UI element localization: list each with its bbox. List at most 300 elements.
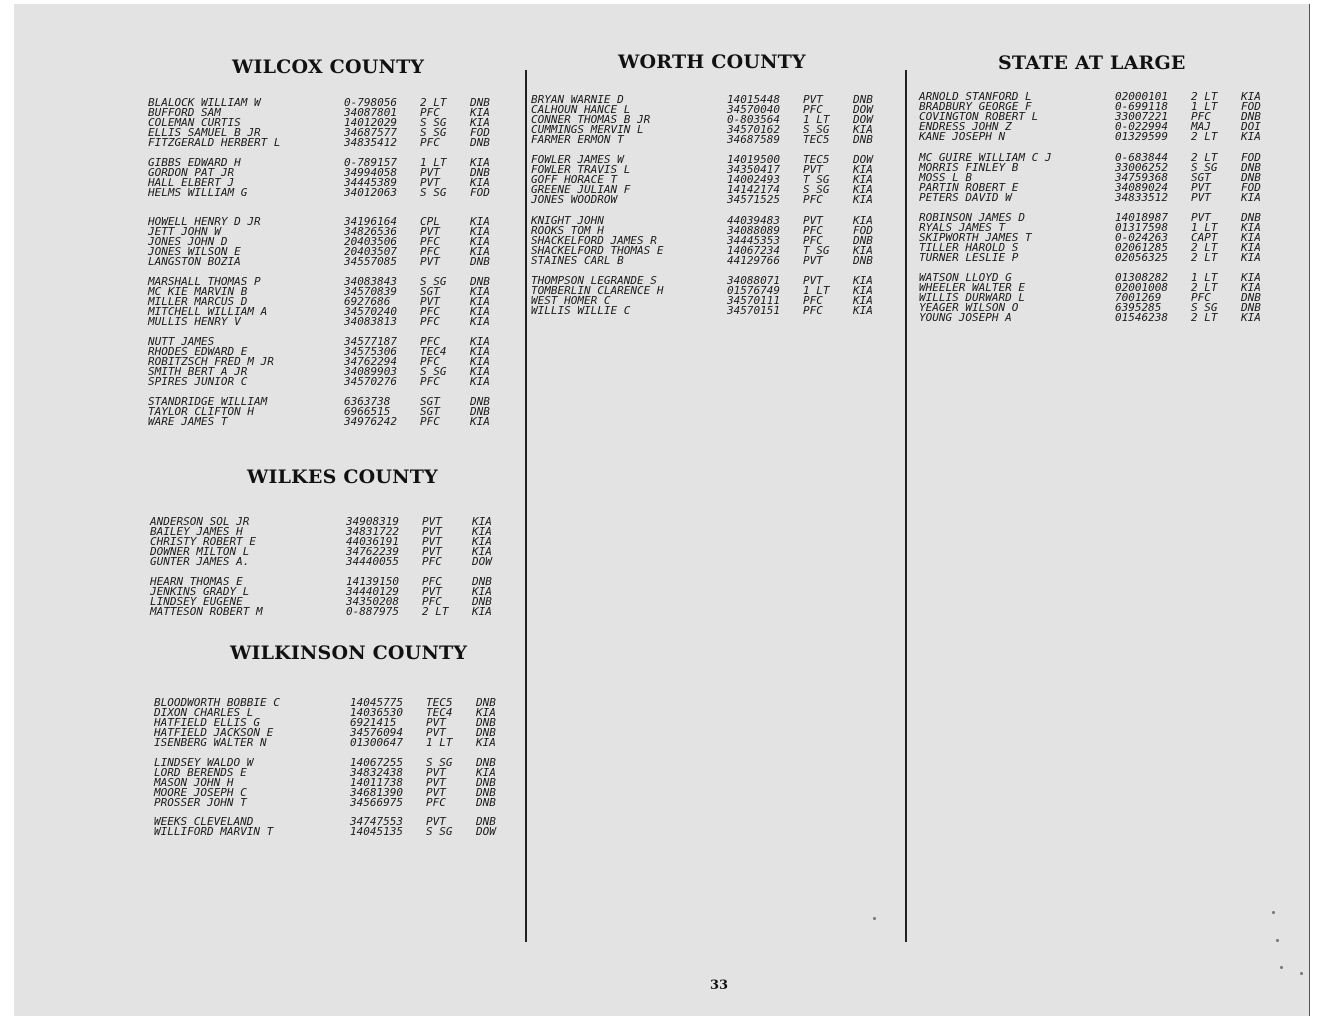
roster-serial: 34088071 [727,274,780,287]
roster-rank: 1 LT [426,736,453,749]
roster-rank: 2 LT [1191,151,1218,164]
roster-status: DNB [470,96,490,109]
roster-name: DIXON CHARLES L [154,706,254,719]
roster-row [531,135,891,145]
roster-status: KIA [470,215,490,228]
roster-serial: 34570839 [344,285,397,298]
roster-name: THOMPSON LEGRANDE S [531,274,657,287]
roster-rank: PVT [426,716,446,729]
roster-status: KIA [470,295,490,308]
roster-rank: SGT [1191,171,1211,184]
roster-serial: 34445389 [344,176,397,189]
wilkes-group-2 [150,577,510,617]
worth-group-3 [531,216,891,266]
roster-name: MOSS L B [919,171,972,184]
roster-rank: S SG [420,116,447,129]
roster-rank: PFC [1191,110,1211,123]
roster-status: DNB [470,255,490,268]
roster-status: DNB [476,776,496,789]
roster-name: CONNER THOMAS B JR [531,113,651,126]
roster-name: TURNER LESLIE P [919,251,1019,264]
roster-serial: 02061285 [1115,241,1168,254]
paper-speck [873,917,876,920]
roster-serial: 14067255 [350,756,403,769]
roster-serial: 20403506 [344,235,397,248]
roster-row [150,607,510,617]
roster-name: JETT JOHN W [148,225,221,238]
roster-name: GOFF HORACE T [531,173,618,186]
roster-name: LINDSEY WALDO W [154,756,254,769]
state-group-1 [919,92,1279,142]
roster-serial: 0-887975 [346,605,399,618]
roster-rank: SGT [420,405,440,418]
roster-serial: 34833512 [1115,191,1168,204]
roster-name: MOORE JOSEPH C [154,786,247,799]
roster-name: WEST HOMER C [531,294,611,307]
roster-rank: PVT [1191,211,1211,224]
roster-name: MITCHELL WILLIAM A [148,305,268,318]
roster-name: WEEKS CLEVELAND [154,815,254,828]
roster-serial: 6966515 [344,405,391,418]
roster-name: ROOKS TOM H [531,224,604,237]
roster-rank: TEC5 [803,153,830,166]
roster-name: ELLIS SAMUEL B JR [148,126,261,139]
roster-name: ARNOLD STANFORD L [919,90,1032,103]
roster-rank: PVT [426,726,446,739]
roster-rank: PVT [420,176,440,189]
roster-status: KIA [1241,231,1261,244]
roster-name: SHACKELFORD JAMES R [531,234,657,247]
roster-serial: 34994058 [344,166,397,179]
roster-rank: 2 LT [1191,130,1218,143]
roster-name: WILLIS DURWARD L [919,291,1025,304]
roster-name: JONES WILSON E [148,245,241,258]
roster-status: DNB [472,595,492,608]
roster-name: MC GUIRE WILLIAM C J [919,151,1052,164]
roster-status: KIA [470,305,490,318]
roster-status: KIA [1241,241,1261,254]
roster-status: KIA [472,545,492,558]
roster-status: KIA [476,706,496,719]
roster-status: KIA [470,156,490,169]
roster-rank: PFC [426,796,446,809]
roster-rank: PFC [420,355,440,368]
document-page [14,4,1310,1016]
roster-name: RYALS JAMES T [919,221,1006,234]
roster-name: TILLER HAROLD S [919,241,1019,254]
roster-name: GORDON PAT JR [148,166,235,179]
roster-rank: PVT [420,255,440,268]
roster-serial: 0-022994 [1115,120,1168,133]
roster-serial: 34571525 [727,193,780,206]
wilcox-group-2 [148,158,508,198]
roster-rank: PFC [803,304,823,317]
roster-name: STANDRIDGE WILLIAM [148,395,268,408]
roster-name: MC KIE MARVIN B [148,285,248,298]
roster-rank: PVT [1191,191,1211,204]
roster-name: MILLER MARCUS D [148,295,248,308]
wilkes-group-1 [150,517,510,567]
roster-rank: PVT [422,535,442,548]
roster-status: FOD [470,186,490,199]
roster-serial: 34687577 [344,126,397,139]
wilcox-group-5 [148,337,508,387]
roster-status: DNB [476,786,496,799]
roster-serial: 34747553 [350,815,403,828]
roster-row [148,257,508,267]
roster-status: KIA [470,235,490,248]
roster-status: FOD [853,224,873,237]
roster-name: BLOODWORTH BOBBIE C [154,696,280,709]
roster-serial: 7001269 [1115,291,1162,304]
paper-speck [1272,911,1275,914]
roster-status: KIA [472,525,492,538]
section-title-state-at-large: STATE AT LARGE [998,52,1186,74]
state-group-3 [919,213,1279,263]
roster-name: HEARN THOMAS E [150,575,243,588]
roster-serial: 34445353 [727,234,780,247]
roster-name: YEAGER WILSON O [919,301,1019,314]
roster-row [919,193,1279,203]
roster-status: KIA [1241,271,1261,284]
worth-group-2 [531,155,891,205]
roster-status: KIA [1241,311,1261,324]
state-group-4 [919,273,1279,323]
roster-status: KIA [470,335,490,348]
roster-serial: 34089024 [1115,181,1168,194]
roster-name: MATTESON ROBERT M [150,605,263,618]
roster-row [148,417,508,427]
roster-serial: 34440055 [346,555,399,568]
roster-name: JONES WOODROW [531,193,618,206]
roster-rank: PFC [422,575,442,588]
roster-serial: 01300647 [350,736,403,749]
roster-row [531,306,891,316]
roster-name: WILLIFORD MARVIN T [154,825,274,838]
roster-rank: S SG [420,186,447,199]
roster-status: DOW [853,113,873,126]
roster-status: DNB [470,395,490,408]
roster-serial: 33007221 [1115,110,1168,123]
roster-serial: 34976242 [344,415,397,428]
roster-status: DNB [476,726,496,739]
roster-name: LINDSEY EUGENE [150,595,243,608]
roster-status: DNB [470,405,490,418]
wilkinson-group-2 [154,758,514,808]
state-group-2 [919,153,1279,203]
roster-serial: 34350208 [346,595,399,608]
roster-name: TAYLOR CLIFTON H [148,405,254,418]
roster-rank: PVT [420,166,440,179]
roster-row [919,132,1279,142]
roster-status: DNB [853,234,873,247]
roster-serial: 34566975 [350,796,403,809]
roster-serial: 01329599 [1115,130,1168,143]
roster-serial: 0-789157 [344,156,397,169]
roster-status: DNB [1241,171,1261,184]
roster-name: MARSHALL THOMAS P [148,275,261,288]
roster-serial: 34012063 [344,186,397,199]
worth-group-4 [531,276,891,316]
roster-status: DNB [1241,161,1261,174]
roster-status: KIA [1241,90,1261,103]
paper-speck [1300,972,1303,975]
roster-serial: 34570040 [727,103,780,116]
roster-name: SKIPWORTH JAMES T [919,231,1032,244]
roster-row [919,313,1279,323]
roster-status: KIA [470,345,490,358]
roster-row [919,253,1279,263]
roster-serial: 34087801 [344,106,397,119]
roster-name: YOUNG JOSEPH A [919,311,1012,324]
wilcox-group-1 [148,98,508,148]
page-number: 33 [710,978,729,993]
wilcox-group-3 [148,217,508,267]
roster-status: DNB [470,136,490,149]
wilkinson-group-3 [154,817,514,837]
roster-serial: 34835412 [344,136,397,149]
roster-name: HATFIELD ELLIS G [154,716,260,729]
roster-status: KIA [476,766,496,779]
roster-status: KIA [470,225,490,238]
roster-status: KIA [470,365,490,378]
roster-name: HELMS WILLIAM G [148,186,248,199]
roster-status: KIA [853,163,873,176]
roster-rank: 2 LT [422,605,449,618]
roster-rank: SGT [420,285,440,298]
roster-rank: PFC [420,245,440,258]
roster-rank: PFC [420,315,440,328]
roster-rank: 2 LT [1191,251,1218,264]
roster-rank: PFC [420,335,440,348]
roster-serial: 34759368 [1115,171,1168,184]
roster-rank: SGT [420,395,440,408]
roster-row [531,195,891,205]
roster-status: DNB [1241,301,1261,314]
section-title-wilkinson: WILKINSON COUNTY [230,642,468,664]
roster-rank: MAJ [1191,120,1211,133]
roster-status: KIA [1241,251,1261,264]
roster-status: FOD [1241,100,1261,113]
roster-status: KIA [470,375,490,388]
roster-status: KIA [853,214,873,227]
roster-rank: PVT [803,274,823,287]
roster-rank: 2 LT [1191,311,1218,324]
roster-name: WILLIS WILLIE C [531,304,631,317]
roster-name: BRYAN WARNIE D [531,93,624,106]
roster-row [148,377,508,387]
roster-row [150,557,510,567]
roster-rank: PFC [420,305,440,318]
roster-serial: 0-699118 [1115,100,1168,113]
roster-row [148,138,508,148]
roster-name: BRADBURY GEORGE F [919,100,1032,113]
roster-name: SHACKELFORD THOMAS E [531,244,664,257]
roster-row [154,827,514,837]
roster-serial: 34831722 [346,525,399,538]
roster-name: FARMER ERMON T [531,133,624,146]
roster-serial: 14139150 [346,575,399,588]
roster-status: DNB [853,133,873,146]
roster-name: BAILEY JAMES H [150,525,243,538]
roster-rank: S SG [1191,161,1218,174]
roster-serial: 6927686 [344,295,391,308]
roster-rank: PFC [420,136,440,149]
roster-serial: 0-024263 [1115,231,1168,244]
roster-row [154,738,514,748]
roster-serial: 14045775 [350,696,403,709]
roster-row [531,256,891,266]
roster-name: CUMMINGS MERVIN L [531,123,644,136]
roster-rank: 1 LT [803,113,830,126]
roster-serial: 14045135 [350,825,403,838]
roster-name: MASON JOHN H [154,776,234,789]
roster-status: KIA [470,245,490,258]
roster-name: KNIGHT JOHN [531,214,604,227]
roster-status: DOW [853,153,873,166]
roster-serial: 14019500 [727,153,780,166]
roster-serial: 34570162 [727,123,780,136]
roster-status: KIA [470,355,490,368]
roster-status: KIA [853,173,873,186]
roster-name: MULLIS HENRY V [148,315,241,328]
roster-status: KIA [470,415,490,428]
roster-status: DNB [476,815,496,828]
roster-rank: S SG [420,275,447,288]
roster-name: SMITH BERT A JR [148,365,248,378]
roster-rank: 1 LT [1191,221,1218,234]
roster-status: DNB [476,696,496,709]
roster-rank: PVT [426,776,446,789]
roster-status: DOW [853,103,873,116]
roster-name: COVINGTON ROBERT L [919,110,1039,123]
roster-name: BLALOCK WILLIAM W [148,96,261,109]
roster-status: KIA [1241,281,1261,294]
roster-rank: PVT [426,766,446,779]
roster-serial: 14011738 [350,776,403,789]
roster-name: COLEMAN CURTIS [148,116,241,129]
roster-status: KIA [470,106,490,119]
roster-serial: 02001008 [1115,281,1168,294]
wilcox-group-4 [148,277,508,327]
roster-name: CHRISTY ROBERT E [150,535,256,548]
roster-rank: 1 LT [1191,100,1218,113]
roster-serial: 34083813 [344,315,397,328]
roster-serial: 01308282 [1115,271,1168,284]
wilcox-group-6 [148,397,508,427]
roster-serial: 34089903 [344,365,397,378]
roster-name: FITZGERALD HERBERT L [148,136,281,149]
roster-name: WARE JAMES T [148,415,228,428]
roster-serial: 34083843 [344,275,397,288]
roster-serial: 34762239 [346,545,399,558]
roster-status: KIA [476,736,496,749]
roster-serial: 34570151 [727,304,780,317]
roster-serial: 02000101 [1115,90,1168,103]
roster-serial: 20403507 [344,245,397,258]
roster-serial: 14002493 [727,173,780,186]
roster-serial: 34681390 [350,786,403,799]
roster-status: KIA [470,176,490,189]
roster-serial: 34350417 [727,163,780,176]
column-divider-right [905,70,907,942]
roster-serial: 34577187 [344,335,397,348]
roster-rank: PVT [422,585,442,598]
roster-status: KIA [853,183,873,196]
roster-status: KIA [472,515,492,528]
roster-name: ENDRESS JOHN Z [919,120,1012,133]
roster-rank: S SG [420,365,447,378]
roster-name: RHODES EDWARD E [148,345,248,358]
roster-name: WATSON LLOYD G [919,271,1012,284]
roster-rank: CAPT [1191,231,1218,244]
roster-rank: TEC5 [803,133,830,146]
roster-name: HALL ELBERT J [148,176,235,189]
roster-rank: PFC [420,415,440,428]
roster-status: KIA [1241,130,1261,143]
roster-status: KIA [853,193,873,206]
roster-serial: 01546238 [1115,311,1168,324]
roster-serial: 34687589 [727,133,780,146]
roster-serial: 44036191 [346,535,399,548]
roster-name: FOWLER TRAVIS L [531,163,631,176]
roster-rank: PFC [803,234,823,247]
roster-name: GREENE JULIAN F [531,183,631,196]
roster-serial: 34576094 [350,726,403,739]
roster-status: DOW [476,825,496,838]
roster-row [148,317,508,327]
roster-rank: PFC [422,555,442,568]
roster-rank: PVT [803,214,823,227]
roster-serial: 44039483 [727,214,780,227]
roster-status: KIA [472,535,492,548]
roster-status: KIA [470,285,490,298]
roster-status: KIA [853,294,873,307]
roster-rank: 1 LT [803,284,830,297]
roster-serial: 14015448 [727,93,780,106]
roster-status: DNB [1241,291,1261,304]
roster-name: GUNTER JAMES A. [150,555,250,568]
roster-status: KIA [853,244,873,257]
roster-serial: 34570111 [727,294,780,307]
roster-rank: T SG [803,244,830,257]
roster-name: KANE JOSEPH N [919,130,1006,143]
roster-rank: 2 LT [1191,241,1218,254]
roster-name: NUTT JAMES [148,335,215,348]
roster-name: LORD BERENDS E [154,766,247,779]
roster-rank: PVT [422,545,442,558]
roster-serial: 02056325 [1115,251,1168,264]
roster-serial: 14142174 [727,183,780,196]
roster-rank: PFC [420,375,440,388]
roster-serial: 33006252 [1115,161,1168,174]
roster-status: DNB [1241,110,1261,123]
roster-name: WHEELER WALTER E [919,281,1025,294]
roster-status: DNB [1241,211,1261,224]
roster-rank: PFC [420,235,440,248]
roster-status: DOW [472,555,492,568]
roster-rank: 1 LT [420,156,447,169]
roster-rank: 2 LT [420,96,447,109]
section-title-wilcox: WILCOX COUNTY [232,56,425,78]
roster-name: BUFFORD SAM [148,106,221,119]
roster-status: DOI [1241,120,1261,133]
roster-rank: TEC4 [426,706,453,719]
roster-rank: S SG [1191,301,1218,314]
roster-serial: 0-803564 [727,113,780,126]
roster-name: ROBITZSCH FRED M JR [148,355,274,368]
roster-row [919,163,1279,173]
